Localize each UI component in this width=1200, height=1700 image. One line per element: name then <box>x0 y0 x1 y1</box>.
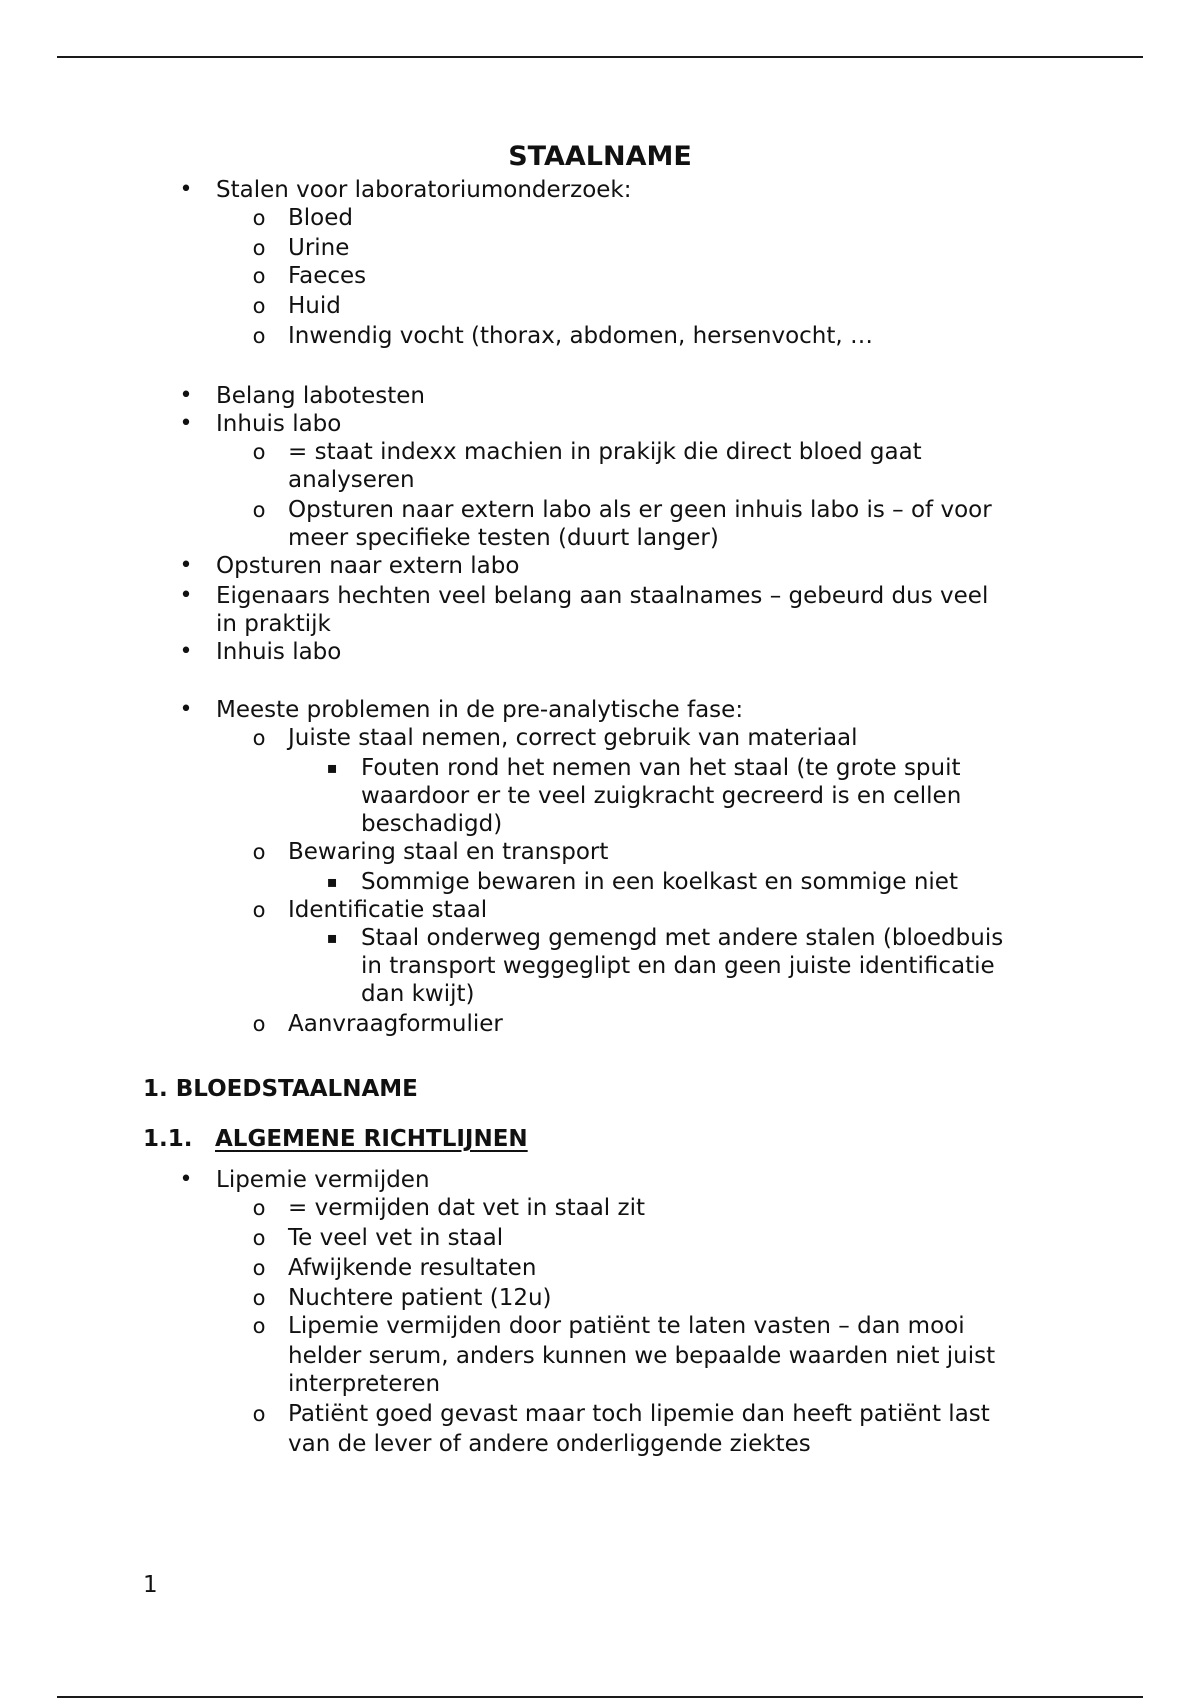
list-item: Bloed <box>288 205 353 231</box>
list-item-continuation: beschadigd) <box>361 811 503 837</box>
bullet-marker: o <box>252 1226 266 1250</box>
bullet-marker: o <box>252 1256 266 1280</box>
bullet-marker: ▪ <box>326 928 338 947</box>
list-item: Afwijkende resultaten <box>288 1255 537 1281</box>
bullet-marker: o <box>252 898 266 922</box>
list-item-continuation: waardoor er te veel zuigkracht gecreerd is en cellen <box>361 783 962 809</box>
bullet-marker: o <box>252 1402 266 1426</box>
bullet-marker: o <box>252 498 266 522</box>
list-item: Inhuis labo <box>216 411 342 437</box>
list-item: Lipemie vermijden door patiënt te laten vasten – dan mooi <box>288 1313 965 1339</box>
bullet-marker: • <box>179 553 193 578</box>
bullet-marker: o <box>252 294 266 318</box>
bullet-marker: o <box>252 840 266 864</box>
list-item: Staal onderweg gemengd met andere stalen (bloedbuis <box>361 925 1004 951</box>
subsection-heading <box>143 1124 528 1154</box>
page-number: 1 <box>143 1572 158 1598</box>
list-item: = staat indexx machien in prakijk die direct bloed gaat <box>288 439 922 465</box>
subsection-title: ALGEMENE RICHTLIJNEN <box>215 1126 528 1152</box>
list-item: Identificatie staal <box>288 897 488 923</box>
list-item: Belang labotesten <box>216 383 425 409</box>
list-item: Urine <box>288 235 350 261</box>
list-item: Stalen voor laboratoriumonderzoek: <box>216 177 632 203</box>
bullet-marker: o <box>252 206 266 230</box>
bullet-marker: o <box>252 1286 266 1310</box>
list-item: Aanvraagformulier <box>288 1011 503 1037</box>
bullet-marker: o <box>252 236 266 260</box>
bullet-marker: o <box>252 324 266 348</box>
list-item: Inhuis labo <box>216 639 342 665</box>
list-item: Te veel vet in staal <box>288 1225 504 1251</box>
bullet-marker: o <box>252 1196 266 1220</box>
list-item: Sommige bewaren in een koelkast en sommige niet <box>361 869 958 895</box>
list-item: Meeste problemen in de pre-analytische fase: <box>216 697 744 723</box>
list-item: Fouten rond het nemen van het staal (te grote spuit <box>361 755 961 781</box>
list-item: Opsturen naar extern labo als er geen inhuis labo is – of voor <box>288 497 992 523</box>
section-heading: 1. BLOEDSTAALNAME <box>143 1076 418 1102</box>
list-item: Opsturen naar extern labo <box>216 553 520 579</box>
list-item: = vermijden dat vet in staal zit <box>288 1195 645 1221</box>
bullet-marker: • <box>179 1167 193 1192</box>
footer-rule <box>57 1696 1143 1698</box>
list-item: Lipemie vermijden <box>216 1167 430 1193</box>
bullet-marker: • <box>179 583 193 608</box>
bullet-marker: o <box>252 726 266 750</box>
list-item: Nuchtere patient (12u) <box>288 1285 552 1311</box>
list-item: Eigenaars hechten veel belang aan staalnames – gebeurd dus veel <box>216 583 989 609</box>
list-item-continuation: in praktijk <box>216 611 331 637</box>
subsection-number: 1.1. <box>143 1126 193 1152</box>
list-item: Faeces <box>288 263 367 289</box>
list-item-continuation: meer specifieke testen (duurt langer) <box>288 525 719 551</box>
bullet-marker: o <box>252 1012 266 1036</box>
list-item: Patiënt goed gevast maar toch lipemie dan heeft patiënt last <box>288 1401 990 1427</box>
bullet-marker: • <box>179 383 193 408</box>
document-title: STAALNAME <box>508 141 692 172</box>
header-rule <box>57 56 1143 58</box>
list-item-continuation: helder serum, anders kunnen we bepaalde waarden niet juist <box>288 1343 996 1369</box>
list-item: Juiste staal nemen, correct gebruik van materiaal <box>288 725 858 751</box>
list-item: Bewaring staal en transport <box>288 839 609 865</box>
bullet-marker: ▪ <box>326 872 338 891</box>
list-item-continuation: dan kwijt) <box>361 981 475 1007</box>
list-item: Huid <box>288 293 341 319</box>
bullet-marker: • <box>179 177 193 202</box>
bullet-marker: ▪ <box>326 758 338 777</box>
list-item-continuation: analyseren <box>288 467 415 493</box>
bullet-marker: o <box>252 440 266 464</box>
bullet-marker: • <box>179 411 193 436</box>
bullet-marker: • <box>179 697 193 722</box>
bullet-marker: o <box>252 264 266 288</box>
list-item-continuation: van de lever of andere onderliggende ziektes <box>288 1431 811 1457</box>
list-item-continuation: in transport weggeglipt en dan geen juiste identificatie <box>361 953 995 979</box>
list-item: Inwendig vocht (thorax, abdomen, hersenvocht, … <box>288 323 874 349</box>
bullet-marker: o <box>252 1314 266 1338</box>
list-item-continuation: interpreteren <box>288 1371 441 1397</box>
bullet-marker: • <box>179 639 193 664</box>
